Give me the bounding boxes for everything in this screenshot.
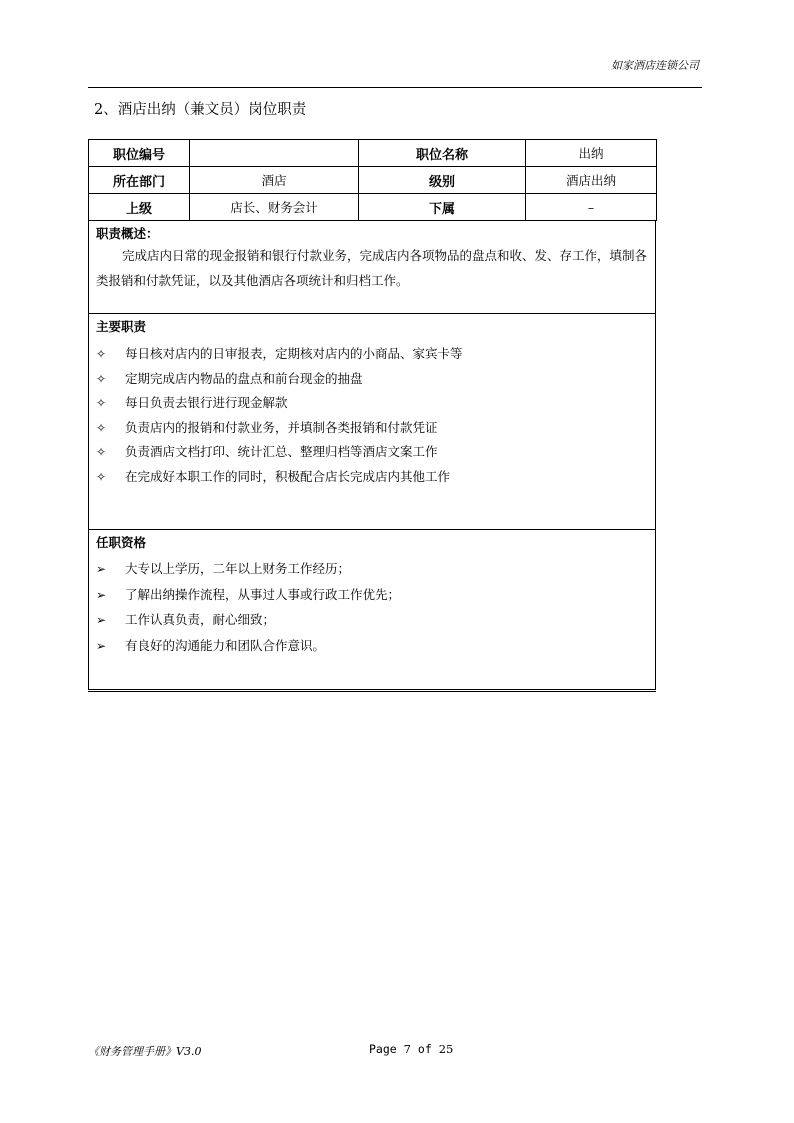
- value-superior: 店长、财务会计: [190, 194, 359, 221]
- header-divider: [88, 87, 702, 88]
- page-of: of: [417, 1042, 432, 1056]
- qualification-text: 了解出纳操作流程，从事过人事或行政工作优先；: [125, 586, 401, 602]
- value-department: 酒店: [190, 167, 359, 194]
- diamond-bullet-icon: ✧: [96, 420, 107, 435]
- diamond-bullet-icon: ✧: [96, 347, 107, 361]
- label-department: 所在部门: [89, 167, 190, 194]
- table-bottom-rule: [88, 691, 656, 692]
- qualification-text: 有良好的沟通能力和团队合作意识。: [125, 637, 326, 653]
- diamond-bullet-icon: ✧: [96, 445, 107, 459]
- list-item: [89, 391, 463, 416]
- label-level: 级别: [359, 167, 526, 194]
- arrow-bullet-icon: ➢: [96, 587, 107, 602]
- arrow-bullet-icon: ➢: [96, 613, 107, 627]
- duty-text: 每日负责去银行进行现金解款: [125, 395, 288, 410]
- value-position-name: 出纳: [526, 140, 657, 167]
- table-row: [89, 167, 657, 194]
- arrow-bullet-icon: ➢: [96, 562, 107, 576]
- qualifications-list: [89, 557, 400, 659]
- label-position-name: 职位名称: [359, 140, 526, 167]
- qualification-text: 大专以上学历，二年以上财务工作经历；: [125, 561, 351, 576]
- qualification-text: 工作认真负责，耐心细致；: [125, 612, 276, 627]
- list-item: [89, 416, 463, 441]
- diamond-bullet-icon: ✧: [96, 371, 107, 386]
- footer-manual-title: 《财务管理手册》V3.0: [88, 1045, 202, 1058]
- value-position-code: [190, 140, 359, 167]
- label-position-code: 职位编号: [89, 140, 190, 167]
- list-item: [89, 634, 400, 660]
- value-level: 酒店出纳: [526, 167, 657, 194]
- header-company-name: 如家酒店连锁公司: [611, 59, 699, 72]
- page-current: 7: [403, 1042, 411, 1056]
- list-item: [89, 583, 400, 609]
- summary-heading: 职责概述：: [96, 226, 159, 241]
- duties-heading: 主要职责: [96, 319, 147, 334]
- duties-list: [89, 342, 463, 489]
- summary-text: 完成店内日常的现金报销和银行付款业务，完成店内各项物品的盘点和收、发、存工作，填制各类报销和付款凭证，以及其他酒店各项统计和归档工作。: [96, 248, 648, 288]
- label-superior: 上级: [89, 194, 190, 221]
- diamond-bullet-icon: ✧: [96, 469, 107, 484]
- table-bottom-rule: [88, 689, 656, 690]
- duty-text: 负责店内的报销和付款业务，并填制各类报销和付款凭证: [125, 419, 438, 435]
- page-prefix: Page: [369, 1042, 397, 1056]
- list-item: [89, 608, 400, 634]
- value-subordinate: –: [526, 194, 657, 221]
- summary-section: [88, 220, 656, 314]
- list-item: [89, 440, 463, 465]
- position-info-table: [88, 139, 657, 221]
- duty-text: 负责酒店文档打印、统计汇总、整理归档等酒店文案工作: [125, 444, 438, 459]
- table-row: [89, 194, 657, 221]
- list-item: [89, 367, 463, 392]
- label-subordinate: 下属: [359, 194, 526, 221]
- page-total: 25: [438, 1042, 454, 1056]
- qualifications-heading: 任职资格: [96, 535, 147, 550]
- arrow-bullet-icon: ➢: [96, 638, 107, 653]
- diamond-bullet-icon: ✧: [96, 396, 107, 410]
- duty-text: 在完成好本职工作的同时，积极配合店长完成店内其他工作: [125, 468, 451, 484]
- qualifications-section: [88, 529, 656, 689]
- list-item: [89, 557, 400, 583]
- list-item: [89, 465, 463, 490]
- duty-text: 定期完成店内物品的盘点和前台现金的抽盘: [125, 370, 363, 386]
- duty-text: 每日核对店内的日审报表，定期核对店内的小商品、家宾卡等: [125, 346, 463, 361]
- list-item: [89, 342, 463, 367]
- footer-page-number: [369, 1042, 453, 1056]
- section-title: 2、酒店出纳（兼文员）岗位职责: [94, 102, 307, 118]
- table-row: [89, 140, 657, 167]
- duties-section: [88, 313, 656, 530]
